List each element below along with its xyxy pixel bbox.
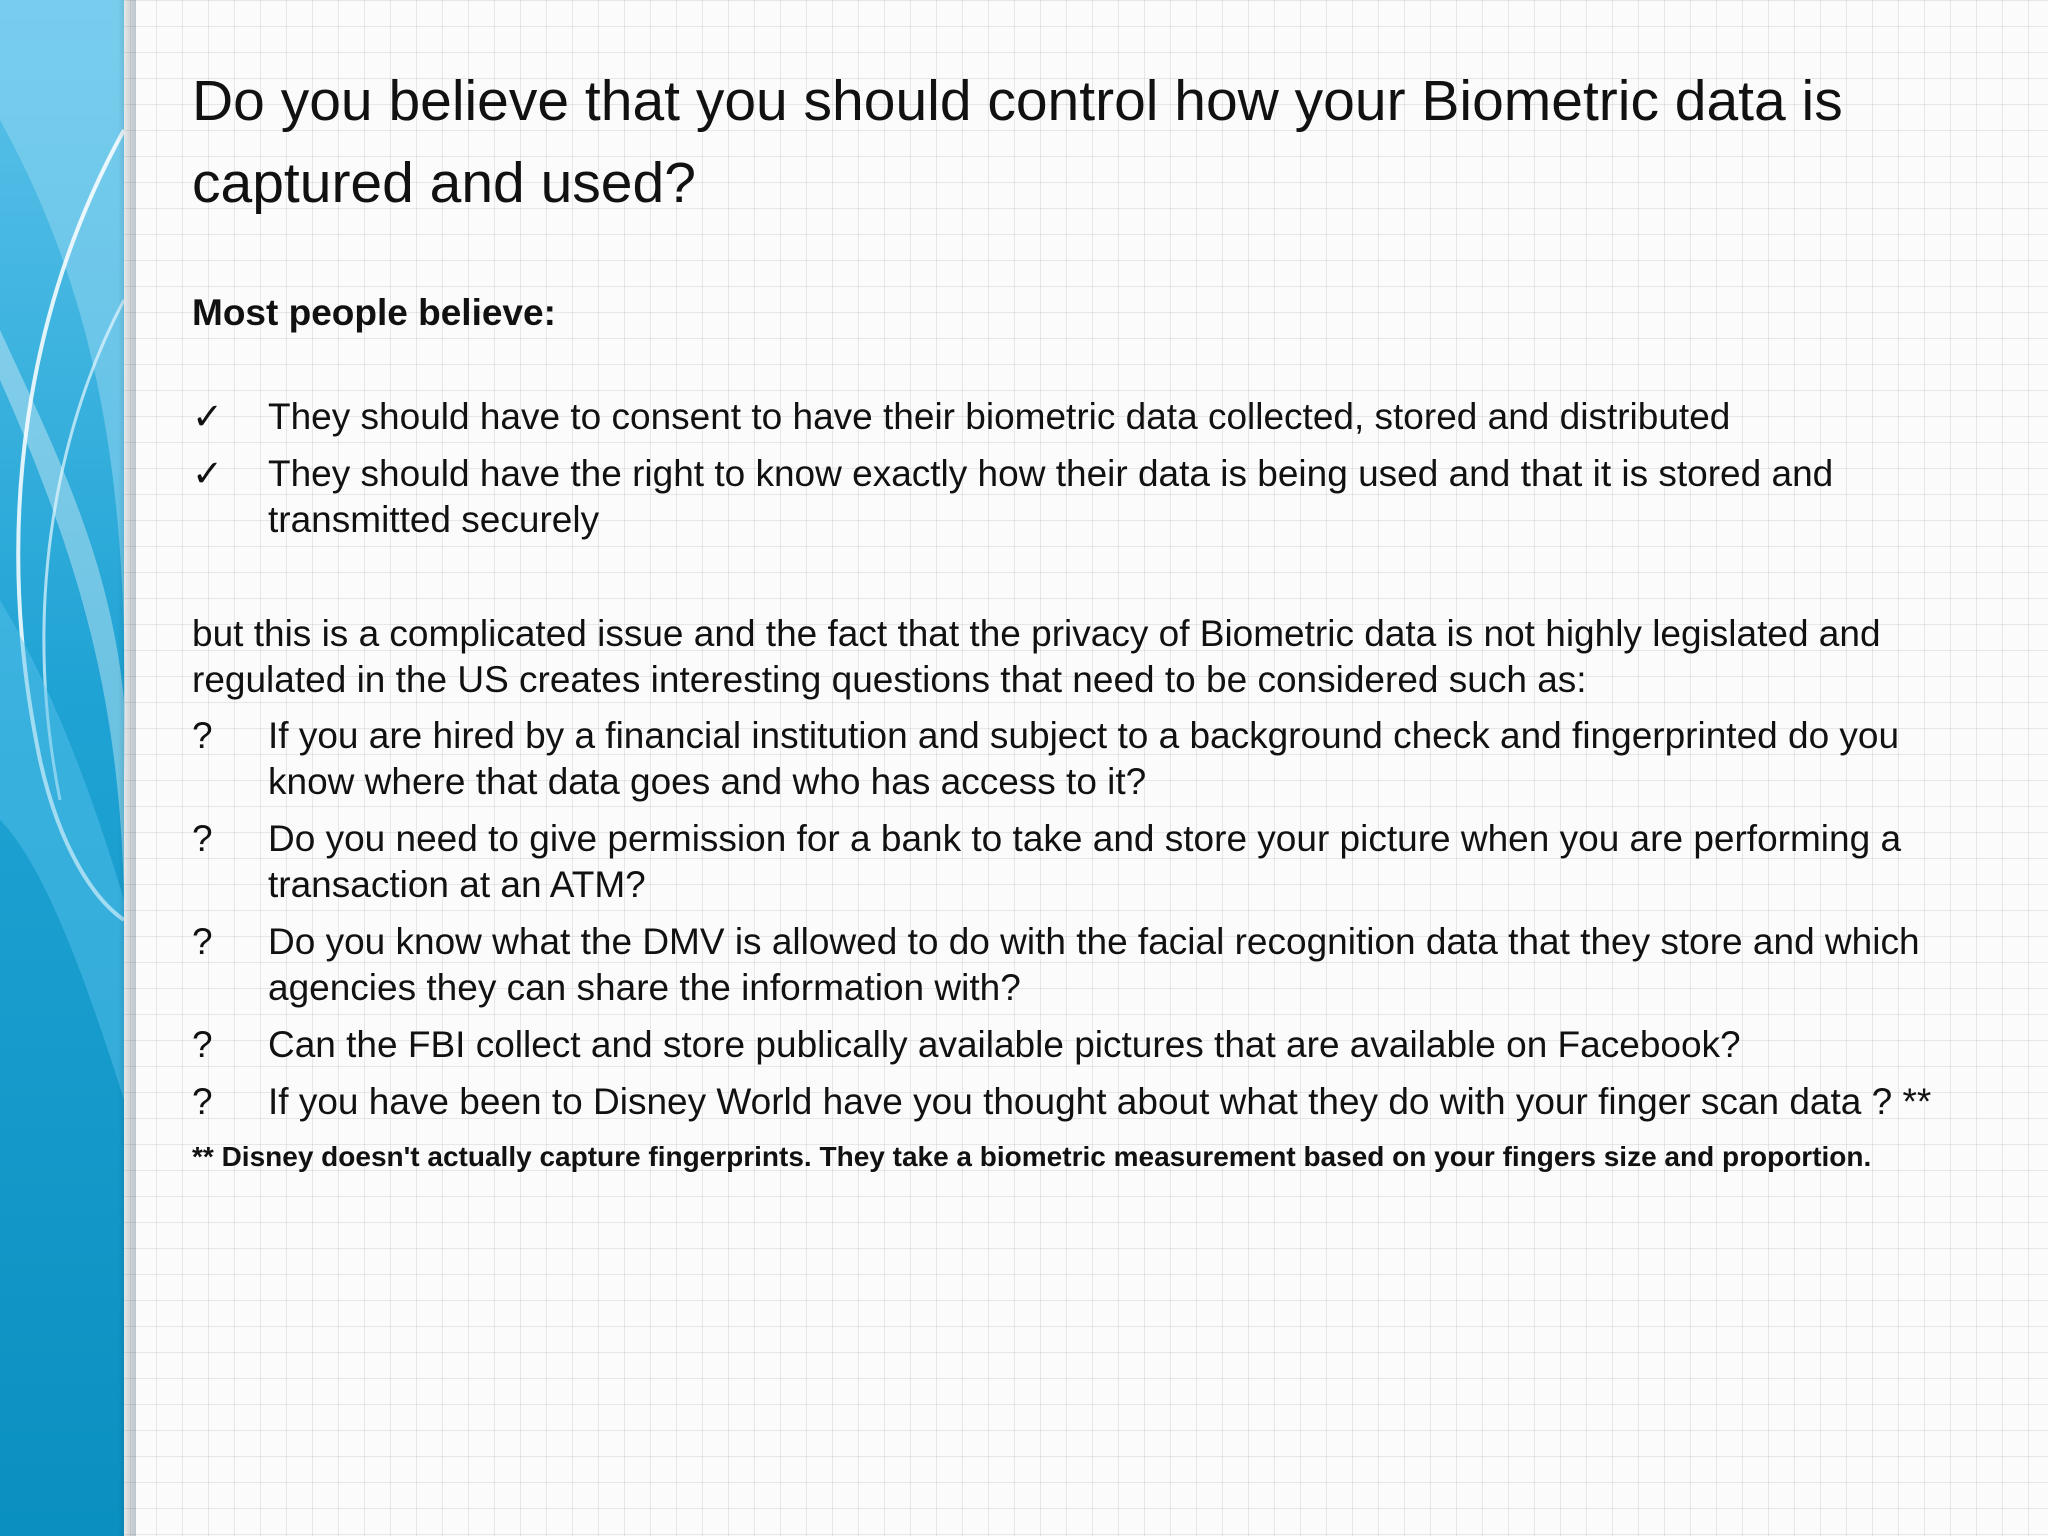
belief-item — [192, 451, 1982, 543]
slide-title: Do you believe that you should control how your Biometric data is captured and used? — [192, 69, 1843, 215]
question-mark-bullet: ? — [192, 818, 213, 859]
question-text: Do you know what the DMV is allowed to do with the facial recognition data that they store and which agencies they can share the information with? — [268, 921, 1920, 1008]
lead-heading: Most people believe: — [192, 292, 556, 333]
swoosh-graphic — [0, 0, 136, 1536]
belief-text: They should have to consent to have their biometric data collected, stored and distributed — [268, 396, 1731, 437]
question-text: If you are hired by a financial institution and subject to a background check and fingerprinted do you know where that data goes and who has access to it? — [268, 715, 1900, 802]
checkmark-icon: ✓ — [192, 396, 224, 437]
belief-list — [192, 394, 1982, 543]
question-item — [192, 816, 1982, 908]
question-text: Do you need to give permission for a bank to take and store your picture when you are performing a transaction at an ATM? — [268, 818, 1902, 905]
question-item — [192, 1079, 1982, 1125]
question-item — [192, 1022, 1982, 1068]
question-item — [192, 919, 1982, 1011]
decorative-side-band — [0, 0, 136, 1536]
question-mark-bullet: ? — [192, 715, 213, 756]
footnote: ** Disney doesn't actually capture fingerprints. They take a biometric measurement based on your fingers size and proportion. — [192, 1141, 1872, 1172]
slide-content — [192, 60, 1982, 1178]
question-text: If you have been to Disney World have you thought about what they do with your finger scan data ? ** — [268, 1081, 1932, 1122]
question-list — [192, 713, 1982, 1125]
question-mark-bullet: ? — [192, 921, 213, 962]
belief-text: They should have the right to know exactly how their data is being used and that it is stored and transmitted securely — [268, 453, 1834, 540]
checkmark-icon: ✓ — [192, 453, 224, 494]
belief-item — [192, 394, 1982, 440]
question-text: Can the FBI collect and store publically available pictures that are available on Facebook? — [268, 1024, 1741, 1065]
intro-paragraph: but this is a complicated issue and the fact that the privacy of Biometric data is not highly legislated and regulated in the US creates interesting questions that need to be considered such as: — [192, 613, 1881, 700]
question-item — [192, 713, 1982, 805]
question-mark-bullet: ? — [192, 1024, 213, 1065]
question-mark-bullet: ? — [192, 1081, 213, 1122]
